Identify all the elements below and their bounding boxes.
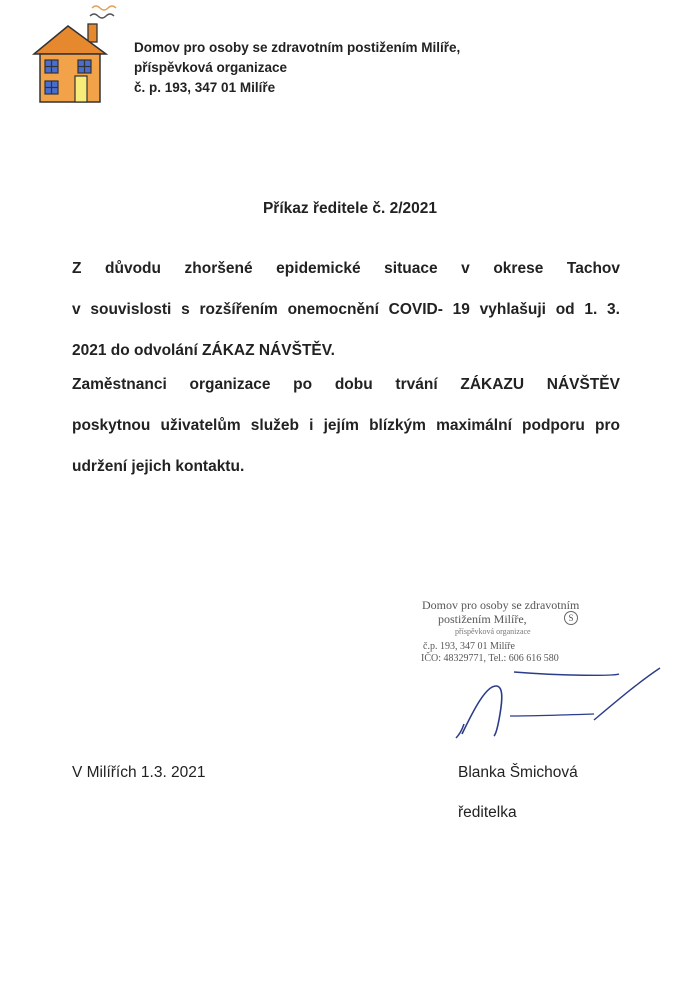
stamp-line: č.p. 193, 347 01 Milíře — [423, 641, 515, 652]
paragraph-line: Zaměstnanci organizace po dobu trvání ZÁKAZU NÁVŠTĚV — [72, 376, 620, 393]
stamp-line: příspěvková organizace — [455, 627, 531, 636]
paragraph-line: Z důvodu zhoršené epidemické situace v okrese Tachov — [72, 260, 620, 277]
paragraph-line: 2021 do odvolání ZÁKAZ NÁVŠTĚV. — [72, 342, 335, 359]
stamp-mark: S — [564, 611, 578, 625]
signer-name: Blanka Šmichová — [458, 764, 578, 781]
paragraph-line: poskytnou uživatelům služeb i jejím blízkým maximální podporu pro — [72, 417, 620, 434]
signer-role: ředitelka — [458, 804, 517, 821]
document-title: Příkaz ředitele č. 2/2021 — [262, 200, 438, 217]
stamp-line: Domov pro osoby se zdravotním — [422, 598, 580, 612]
paragraph-line: udržení jejich kontaktu. — [72, 458, 245, 475]
org-name: Domov pro osoby se zdravotním postižením Milíře, — [134, 40, 461, 55]
stamp-line: postižením Milíře, — [438, 612, 527, 626]
place-and-date: V Milířích 1.3. 2021 — [72, 764, 206, 781]
paragraph-announcement — [72, 248, 620, 371]
stamp-line: IČO: 48329771, Tel.: 606 616 580 — [421, 653, 559, 664]
org-address: č. p. 193, 347 01 Milíře — [134, 80, 276, 95]
org-type: příspěvková organizace — [134, 60, 288, 75]
paragraph-line: v souvislosti s rozšířením onemocnění COVID- 19 vyhlašuji od 1. 3. — [72, 301, 620, 318]
house-logo-icon — [28, 2, 128, 106]
paragraph-staff-instructions — [72, 364, 620, 487]
signature-icon — [444, 664, 674, 748]
organization-header — [134, 38, 460, 98]
